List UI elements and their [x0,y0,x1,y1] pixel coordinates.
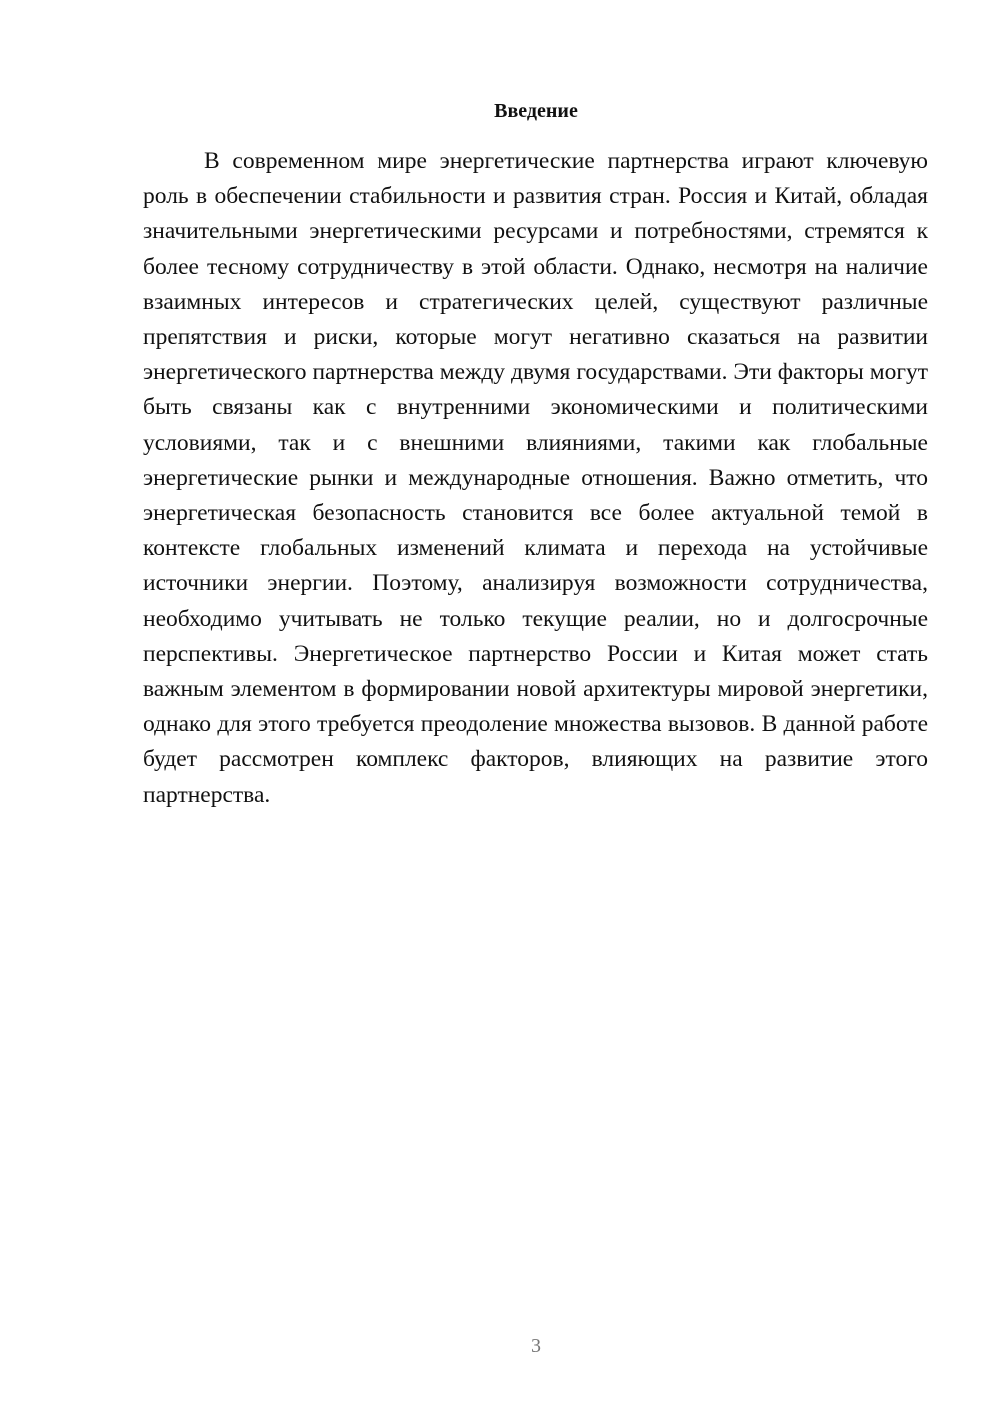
page-number: 3 [531,1335,541,1357]
body-paragraph: В современном мире энергетические партнерства играют ключевую роль в обеспечении стабильности и развития стран. Россия и Китай, обладая значительными энергетическими ресурсами и потребностями, стремятся к более тесному сотрудничеству в этой области. Однако, несмотря на наличие взаимных интересов и стратегических целей, существуют различные препятствия и риски, которые могут негативно сказаться на развитии энергетического партнерства между двумя государствами. Эти факторы могут быть связаны как с внутренними экономическими и политическими условиями, так и с внешними влияниями, такими как глобальные энергетические рынки и международные отношения. Важно отметить, что энергетическая безопасность становится все более актуальной темой в контексте глобальных изменений климата и перехода на устойчивые источники энергии. Поэтому, анализируя возможности сотрудничества, необходимо учитывать не только текущие реалии, но и долгосрочные перспективы. Энергетическое партнерство России и Китая может стать важным элементом в формировании новой архитектуры мировой энергетики, однако для этого требуется преодоление множества вызовов. В данной работе будет рассмотрен комплекс факторов, влияющих на развитие этого партнерства. [143,148,928,808]
page-title: Введение [494,100,578,122]
